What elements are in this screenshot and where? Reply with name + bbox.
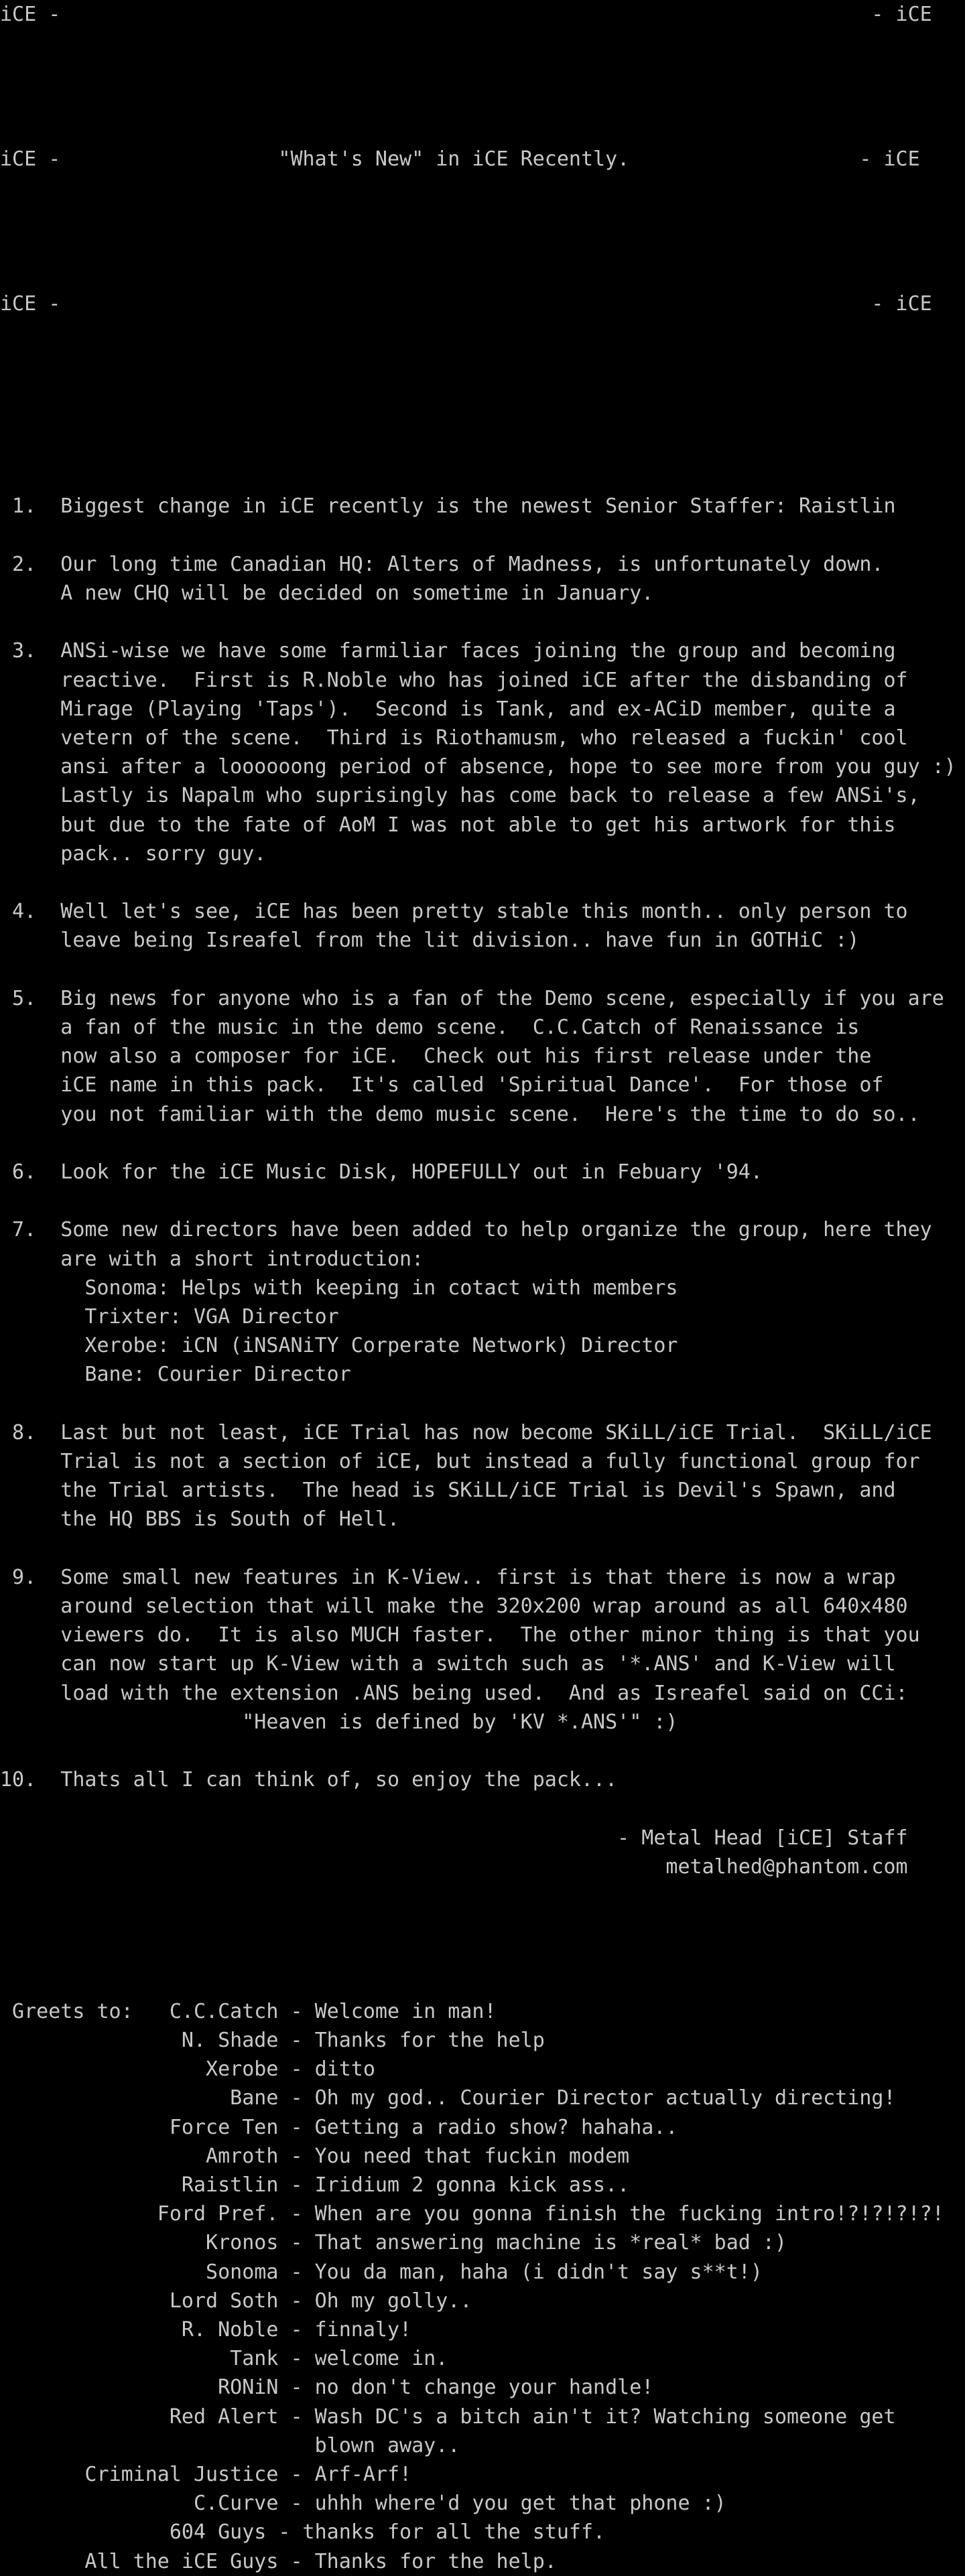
text-line: blown away..	[0, 2433, 460, 2457]
text-line	[0, 1910, 965, 1939]
text-line	[0, 1968, 965, 1997]
text-line: load with the extension .ANS being used. And as Isreafel said on CCi:	[0, 1681, 908, 1705]
text-line	[0, 1881, 965, 1910]
text-line: Xerobe - ditto	[0, 2057, 375, 2082]
text-line: 604 Guys - thanks for all the stuff.	[0, 2520, 606, 2545]
text-line	[0, 58, 965, 86]
text-line: viewers do. It is also MUCH faster. The other minor thing is that you	[0, 1623, 920, 1647]
text-line: N. Shade - Thanks for the help	[0, 2029, 545, 2052]
text-line: Greets to: C.C.Catch - Welcome in man!	[0, 1999, 497, 2023]
text-line: A new CHQ will be decided on sometime in January.	[0, 582, 654, 605]
text-line: Lastly is Napalm who suprisingly has come back to release a few ANSi's,	[0, 784, 920, 808]
text-line: Tank - welcome in.	[0, 2347, 448, 2371]
text-line	[0, 261, 965, 289]
text-line: pack.. sorry guy.	[0, 841, 267, 866]
text-line: 10. Thats all I can think of, so enjoy the pack...	[0, 1768, 618, 1792]
text-line	[0, 318, 965, 347]
text-line	[0, 1794, 965, 1823]
text-line: Trial is not a section of iCE, but instead a fully functional group for	[0, 1450, 920, 1473]
text-line: Trixter: VGA Director	[0, 1305, 339, 1329]
text-line: C.Curve - uhhh where'd you get that phone :)	[0, 2492, 726, 2516]
text-line: Lord Soth - Oh my golly..	[0, 2289, 472, 2313]
text-line	[0, 521, 965, 550]
text-line: Criminal Justice - Arf-Arf!	[0, 2463, 412, 2486]
text-line	[0, 463, 965, 492]
text-line: Red Alert - Wash DC's a bitch ain't it? Watching someone get	[0, 2404, 896, 2429]
text-line	[0, 955, 965, 984]
text-line: can now start up K-View with a switch such as '*.ANS' and K-View will	[0, 1652, 896, 1676]
text-line: iCE - - iCE	[0, 3, 932, 26]
text-line	[0, 405, 965, 434]
text-line: vetern of the scene. Third is Riothamusm, who released a fuckin' cool	[0, 726, 908, 750]
text-line: - Metal Head [iCE] Staff	[0, 1826, 908, 1850]
text-line: Sonoma - You da man, haha (i didn't say s**t!)	[0, 2260, 763, 2284]
text-line	[0, 174, 965, 202]
text-line: 3. ANSi-wise we have some farmiliar faces joining the group and becoming	[0, 639, 896, 663]
text-line: reactive. First is R.Noble who has joined iCE after the disbanding of	[0, 668, 908, 692]
text-line	[0, 1534, 965, 1563]
text-line: you not familiar with the demo music scene. Here's the time to do so..	[0, 1102, 920, 1126]
text-line: 2. Our long time Canadian HQ: Alters of Madness, is unfortunately down.	[0, 552, 884, 576]
text-line: leave being Isreafel from the lit division.. have fun in GOTHiC :)	[0, 929, 860, 953]
text-line: R. Noble - finnaly!	[0, 2318, 412, 2342]
text-line: ansi after a loooooong period of absence, hope to see more from you guy :)	[0, 755, 956, 779]
text-line: but due to the fate of AoM I was not able to get his artwork for this	[0, 813, 896, 837]
text-line: Bane - Oh my god.. Courier Director actually directing!	[0, 2086, 896, 2110]
text-line	[0, 87, 965, 116]
text-line: RONiN - no don't change your handle!	[0, 2376, 654, 2400]
text-line: Raistlin - Iridium 2 gonna kick ass..	[0, 2173, 630, 2197]
text-line: Bane: Courier Director	[0, 1363, 351, 1387]
text-line: Xerobe: iCN (iNSANiTY Corperate Network) Director	[0, 1334, 678, 1358]
text-line: Sonoma: Helps with keeping in cotact with members	[0, 1276, 678, 1300]
text-line: Ford Pref. - When are you gonna finish the fucking intro!?!?!?!?!	[0, 2202, 944, 2226]
text-line	[0, 1187, 965, 1215]
text-line	[0, 868, 965, 897]
text-line	[0, 1129, 965, 1158]
text-line	[0, 202, 965, 231]
text-line: Mirage (Playing 'Taps'). Second is Tank, and ex-ACiD member, quite a	[0, 697, 896, 721]
text-line: are with a short introduction:	[0, 1247, 424, 1271]
text-line: 4. Well let's see, iCE has been pretty stable this month.. only person to	[0, 900, 908, 924]
text-line: iCE - "What's New" in iCE Recently. - iCE	[0, 147, 920, 171]
text-line: now also a composer for iCE. Check out his first release under the	[0, 1044, 872, 1069]
text-line: Force Ten - Getting a radio show? hahaha..	[0, 2115, 678, 2139]
text-line: 1. Biggest change in iCE recently is the newest Senior Staffer: Raistlin	[0, 494, 896, 519]
text-line: 7. Some new directors have been added to help organize the group, here they	[0, 1218, 932, 1242]
text-line: metalhed@phantom.com	[0, 1854, 908, 1879]
text-line: All the iCE Guys - Thanks for the help.	[0, 2549, 557, 2573]
text-line: 6. Look for the iCE Music Disk, HOPEFULLY out in Febuary '94.	[0, 1160, 763, 1184]
text-line	[0, 116, 965, 145]
text-line	[0, 232, 965, 261]
text-line: iCE name in this pack. It's called 'Spiritual Dance'. For those of	[0, 1073, 884, 1097]
text-line	[0, 347, 965, 376]
text-line	[0, 608, 965, 636]
text-line: 5. Big news for anyone who is a fan of the Demo scene, especially if you are	[0, 986, 944, 1010]
text-line	[0, 1389, 965, 1418]
text-line	[0, 29, 965, 58]
text-line: 8. Last but not least, iCE Trial has now become SKiLL/iCE Trial. SKiLL/iCE	[0, 1420, 932, 1444]
text-line: a fan of the music in the demo scene. C.C.Catch of Renaissance is	[0, 1016, 860, 1039]
text-line: around selection that will make the 320x200 wrap around as all 640x480	[0, 1595, 908, 1618]
text-line: the Trial artists. The head is SKiLL/iCE Trial is Devil's Spawn, and	[0, 1479, 896, 1503]
text-line: Kronos - That answering machine is *real* bad :)	[0, 2231, 787, 2255]
text-line: Amroth - You need that fuckin modem	[0, 2144, 630, 2168]
text-line	[0, 1737, 965, 1765]
text-line: iCE - - iCE	[0, 292, 932, 316]
text-line: "Heaven is defined by 'KV *.ANS'" :)	[0, 1710, 678, 1734]
text-line: 9. Some small new features in K-View.. first is that there is now a wrap	[0, 1565, 896, 1589]
text-line	[0, 1939, 965, 1968]
text-line	[0, 434, 965, 463]
text-line: the HQ BBS is South of Hell.	[0, 1507, 400, 1532]
text-line	[0, 377, 965, 405]
